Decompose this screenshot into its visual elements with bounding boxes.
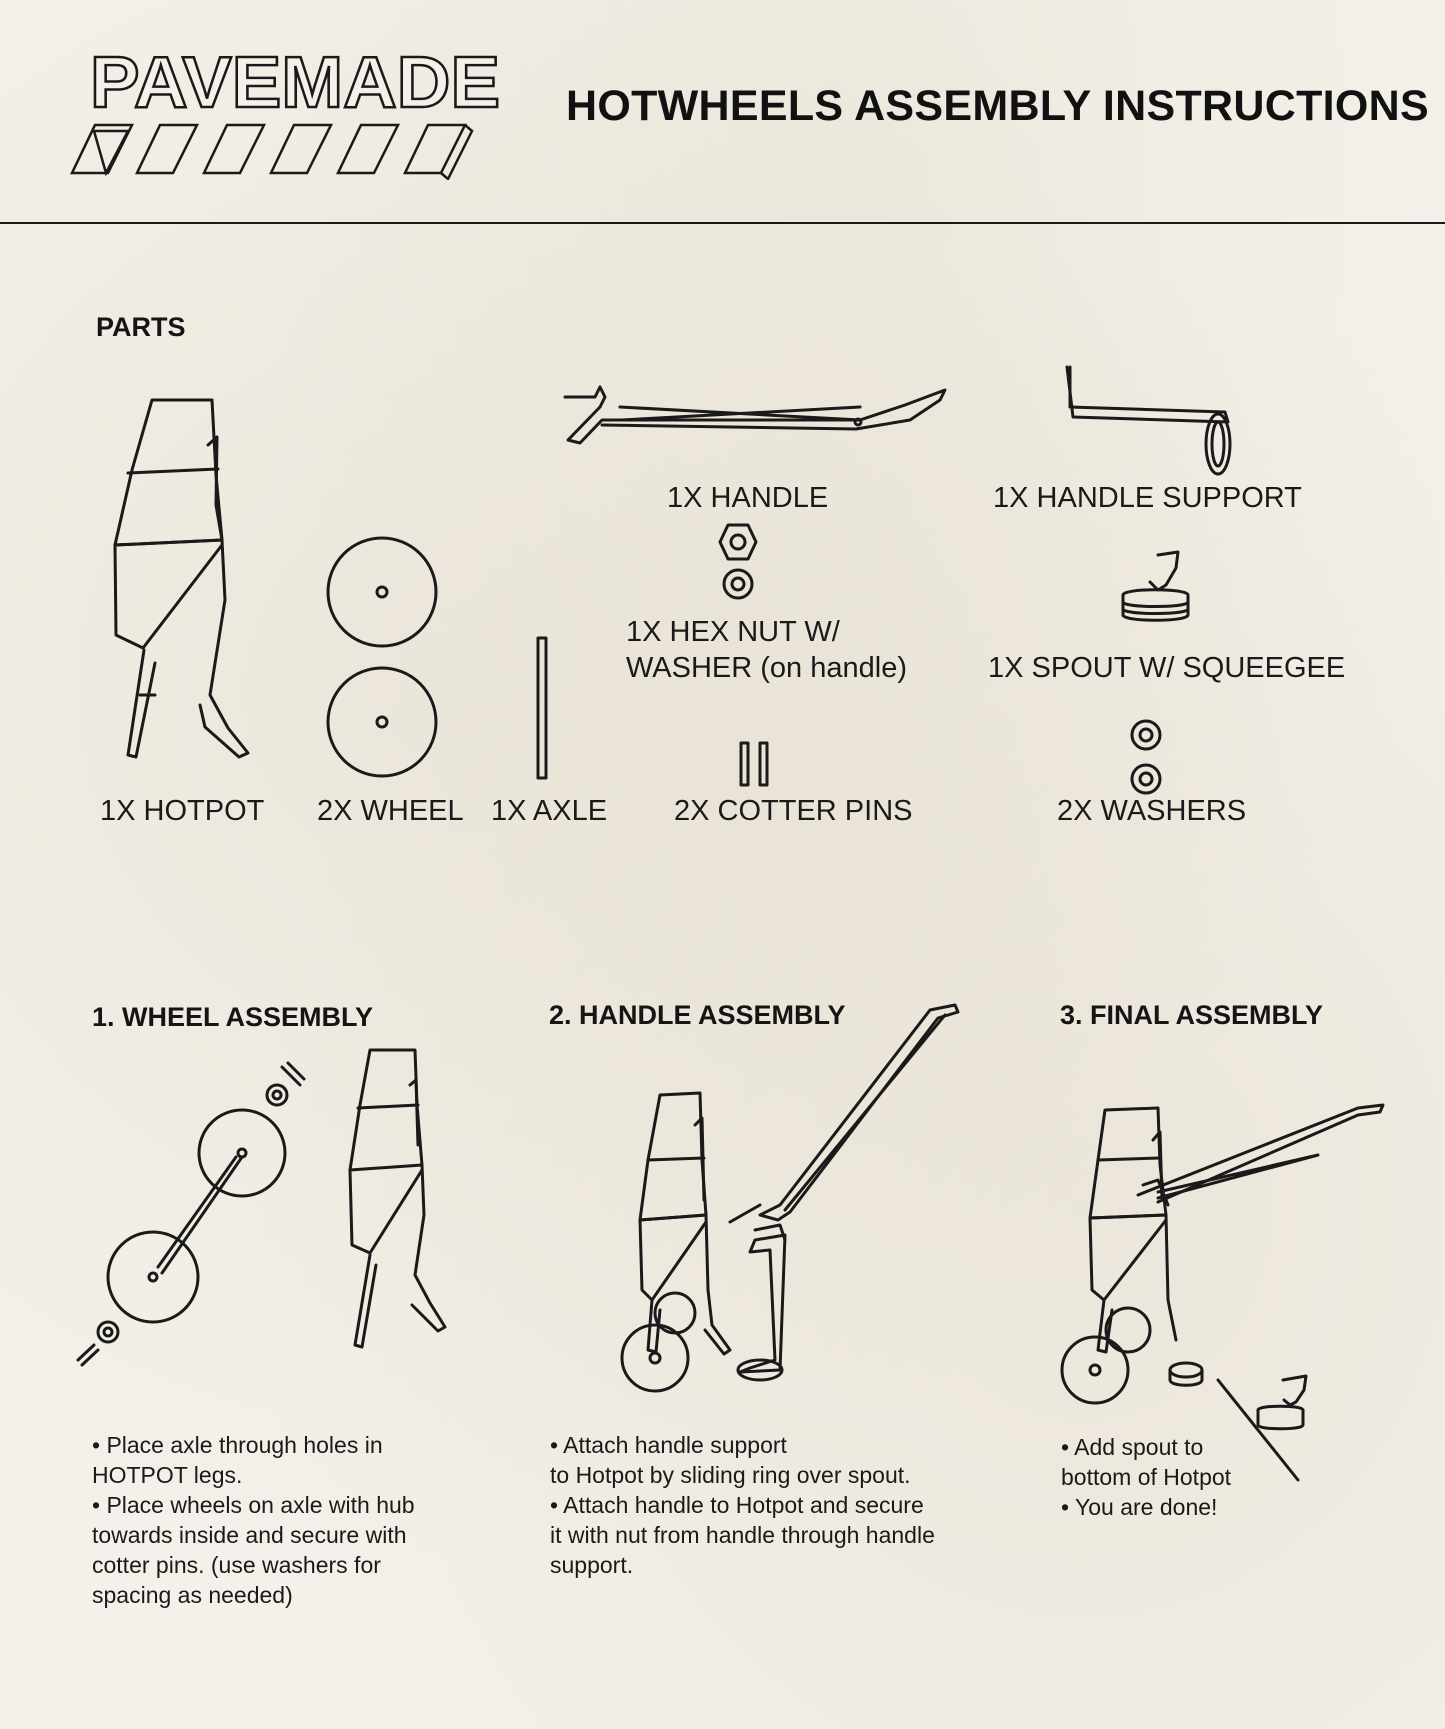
step-1-line: • Place wheels on axle with hub [92,1492,415,1518]
step-1-line: spacing as needed) [92,1582,293,1608]
label-hex-nut-line2: WASHER (on handle) [626,652,907,684]
step-1-line: cotter pins. (use washers for [92,1552,381,1578]
label-axle: 1X AXLE [491,795,608,827]
step-3-title: 3. FINAL ASSEMBLY [1060,1000,1324,1030]
label-wheel: 2X WHEEL [317,795,464,827]
handle-assembly-drawing [600,1000,960,1390]
step-2-line: it with nut from handle through handle [550,1522,935,1548]
label-spout: 1X SPOUT W/ SQUEEGEE [988,652,1346,684]
step-1-line: HOTPOT legs. [92,1462,243,1488]
parts-heading: PARTS [96,312,186,342]
step-2-line: • Attach handle support [550,1432,787,1458]
spout-drawing [1118,550,1198,625]
step-3-line: • You are done! [1061,1494,1218,1520]
step-3-line: bottom of Hotpot [1061,1464,1232,1490]
step-2-title: 2. HANDLE ASSEMBLY [549,1000,846,1030]
label-handle: 1X HANDLE [667,482,829,514]
hotpot-drawing [110,395,260,775]
step-3-line: • Add spout to [1061,1434,1204,1460]
header-divider [0,222,1445,224]
step-2-line: to Hotpot by sliding ring over spout. [550,1462,911,1488]
hex-nut-drawing [718,522,758,602]
axle-drawing [536,636,550,781]
step-2-line: • Attach handle to Hotpot and secure [550,1492,924,1518]
step-2-instructions [550,1430,935,1580]
handle-drawing [560,385,950,465]
step-1-line: • Place axle through holes in [92,1432,383,1458]
step-1-line: towards inside and secure with [92,1522,407,1548]
final-assembly-drawing [1058,1100,1398,1430]
wheels-drawing [325,535,440,795]
label-hotpot: 1X HOTPOT [100,795,265,827]
cotter-pins-drawing [738,740,772,788]
step-1-title: 1. WHEEL ASSEMBLY [92,1002,374,1032]
label-cotter-pins: 2X COTTER PINS [674,795,913,827]
handle-support-drawing [1065,362,1245,482]
wheel-assembly-drawing [70,1045,460,1375]
label-hex-nut-line1: 1X HEX NUT W/ [626,616,840,648]
label-handle-support: 1X HANDLE SUPPORT [993,482,1302,514]
step-2-line: support. [550,1552,634,1578]
pavemade-logo [70,45,520,180]
logo-wordmark: PAVEMADE [90,45,500,123]
document-title: HOTWHEELS ASSEMBLY INSTRUCTIONS [566,82,1430,130]
label-washers: 2X WASHERS [1057,795,1247,827]
washers-drawing [1126,717,1166,799]
step-3-instructions [1061,1432,1231,1522]
step-1-instructions [92,1430,415,1610]
